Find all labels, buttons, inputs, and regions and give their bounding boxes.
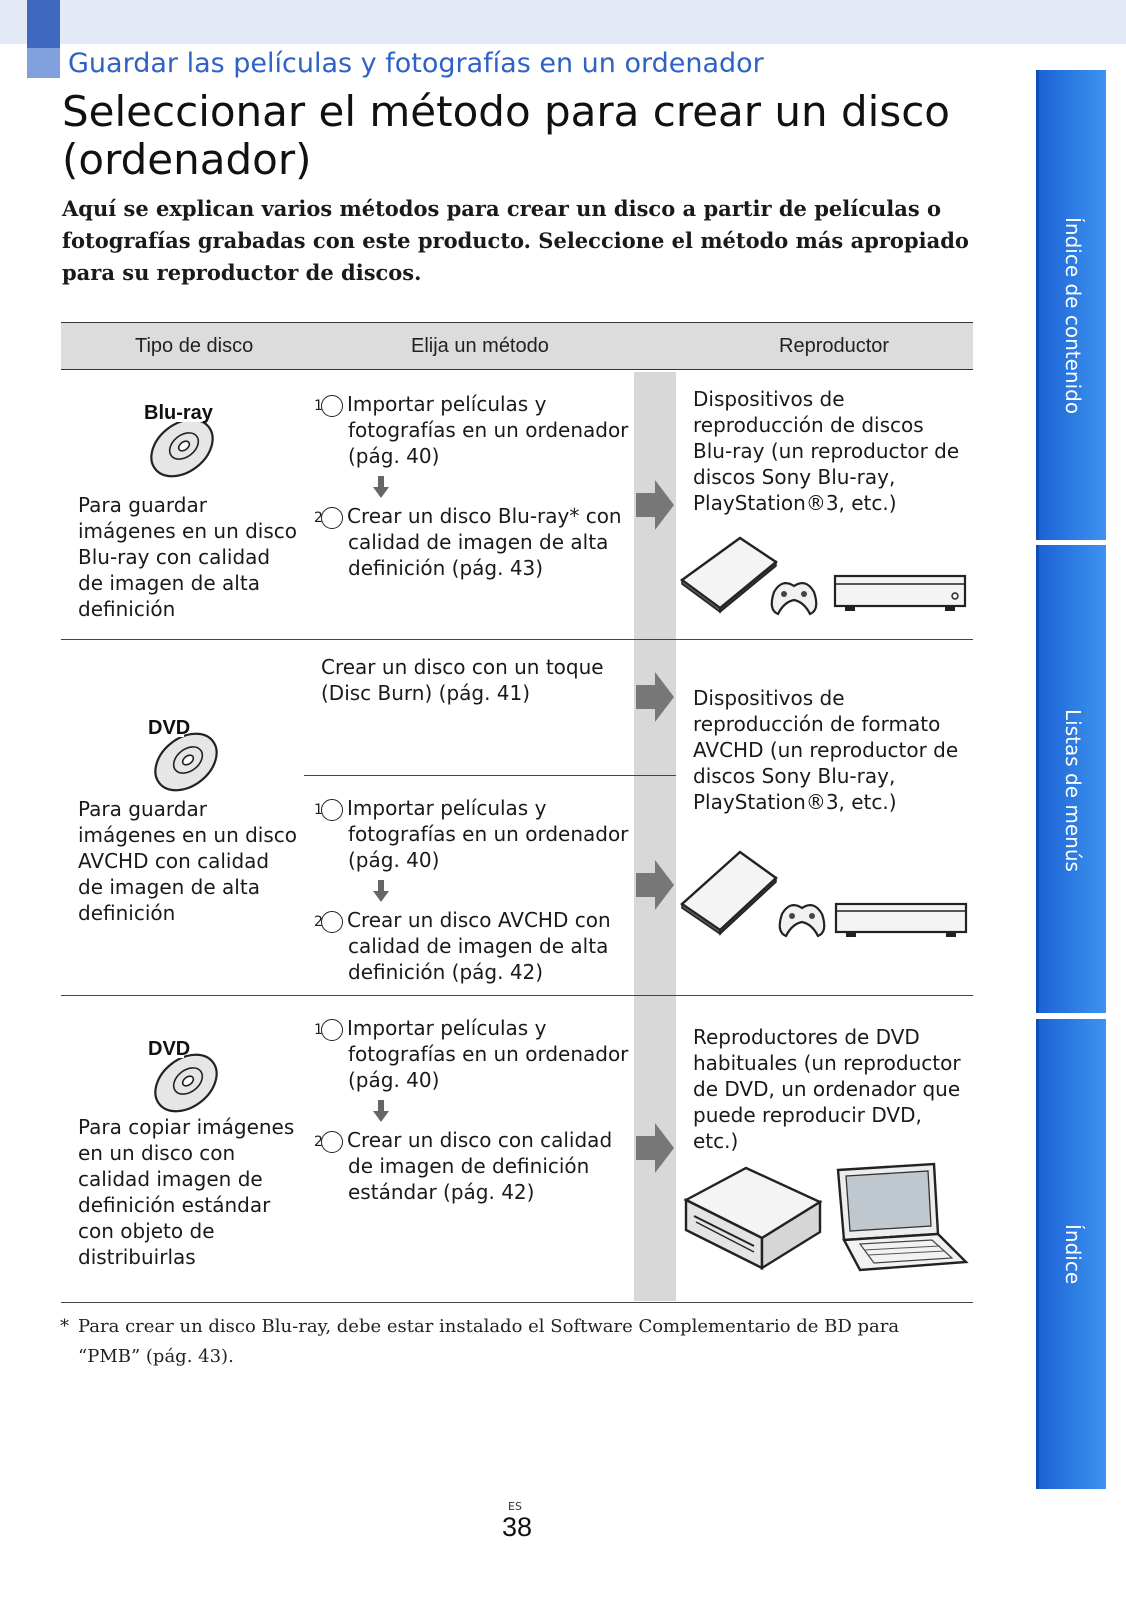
step-2 xyxy=(314,1127,631,1205)
step-text: Importar películas y fotografías en un ordenador (pág. 40) xyxy=(347,1016,629,1092)
player-description: Dispositivos de reproducción de formato AVCHD (un reproductor de discos Sony Blu-ray, PlayStation®3, etc.) xyxy=(693,686,959,814)
top-banner xyxy=(0,0,1126,44)
step-number: 1 xyxy=(321,395,343,417)
table-bottom-rule xyxy=(61,1302,973,1303)
tab-indice-de-contenido[interactable] xyxy=(1036,70,1106,540)
table-header xyxy=(61,322,973,370)
step-1 xyxy=(314,391,631,469)
page-language: ES xyxy=(508,1500,522,1513)
row-divider xyxy=(61,995,973,996)
dvd-player-icon xyxy=(684,1162,824,1272)
disc-logo-text: Blu-ray xyxy=(144,402,213,424)
arrow-down-icon xyxy=(373,880,389,902)
gamepad-icon xyxy=(776,896,828,940)
step-2 xyxy=(314,907,631,985)
disc-description: Para copiar imágenes en un disco con calidad imagen de definición estándar con objeto de distribuirlas xyxy=(78,1115,295,1269)
step-text: Crear un disco Blu-ray* con calidad de imagen de alta definición (pág. 43) xyxy=(347,504,622,580)
step-number: 2 xyxy=(321,1131,343,1153)
header-disc-type: Tipo de disco xyxy=(135,335,254,357)
bluray-player-icon xyxy=(833,574,967,614)
arrow-right-icon xyxy=(634,480,676,530)
disc-logo-text: DVD xyxy=(148,1038,191,1060)
player-description: Dispositivos de reproducción de discos Blu-ray (un reproductor de discos Sony Blu-ray, PlayStation®3, etc.) xyxy=(693,387,960,515)
arrow-down-icon xyxy=(373,476,389,498)
method-divider xyxy=(304,775,676,776)
arrow-down-icon xyxy=(373,1100,389,1122)
blu-ray-disc-icon xyxy=(142,398,222,480)
step-text: Crear un disco AVCHD con calidad de imagen de alta definición (pág. 42) xyxy=(347,908,611,984)
arrow-right-icon xyxy=(634,860,676,910)
tab-label-index: Índice xyxy=(1061,1224,1085,1285)
laptop-icon xyxy=(834,1162,970,1274)
arrow-right-icon xyxy=(634,1123,676,1173)
gamepad-icon xyxy=(768,574,820,618)
dvd-disc-icon xyxy=(146,1033,226,1115)
bluray-player-icon xyxy=(834,902,968,942)
step-text: Crear un disco con calidad de imagen de definición estándar (pág. 42) xyxy=(347,1128,613,1204)
section-marker-light xyxy=(27,48,60,78)
tab-label-contents: Índice de contenido xyxy=(1061,217,1085,415)
step-1 xyxy=(314,1015,631,1093)
intro-paragraph: Aquí se explican varios métodos para crear un disco a partir de películas o fotografías grabadas con este producto. Seleccione el método más apropiado para su reproductor de discos. xyxy=(62,196,969,285)
tab-listas-de-menus[interactable] xyxy=(1036,545,1106,1013)
player-description: Reproductores de DVD habituales (un reproductor de DVD, un ordenador que puede reproducir DVD, etc.) xyxy=(693,1025,961,1153)
step-number: 1 xyxy=(321,799,343,821)
step-1 xyxy=(314,795,631,873)
one-touch-method: Crear un disco con un toque (Disc Burn) (pág. 41) xyxy=(321,655,604,705)
step-number: 2 xyxy=(321,911,343,933)
page-number: 38 xyxy=(502,1512,533,1542)
tab-indice[interactable] xyxy=(1036,1019,1106,1489)
page-title: Seleccionar el método para crear un disco (ordenador) xyxy=(62,87,950,184)
header-method: Elija un método xyxy=(411,335,549,357)
step-text: Importar películas y fotografías en un ordenador (pág. 40) xyxy=(347,392,629,468)
ps3-console-icon xyxy=(680,848,780,940)
tab-label-menus: Listas de menús xyxy=(1061,709,1085,872)
section-marker xyxy=(27,0,60,48)
disc-description: Para guardar imágenes en un disco Blu-ray con calidad de imagen de alta definición xyxy=(78,493,298,621)
step-number: 1 xyxy=(321,1019,343,1041)
footnote-mark: * xyxy=(60,1316,69,1337)
footnote xyxy=(60,1312,940,1372)
footnote-text: Para crear un disco Blu-ray, debe estar instalado el Software Complementario de BD para “PMB” (pág. 43). xyxy=(78,1316,900,1367)
step-2 xyxy=(314,503,631,581)
header-player: Reproductor xyxy=(779,335,890,357)
step-text: Importar películas y fotografías en un ordenador (pág. 40) xyxy=(347,796,629,872)
dvd-disc-icon xyxy=(146,712,226,794)
disc-logo-text: DVD xyxy=(148,717,191,739)
row-divider xyxy=(61,639,973,640)
disc-description: Para guardar imágenes en un disco AVCHD con calidad de imagen de alta definición xyxy=(78,797,298,925)
ps3-console-icon xyxy=(680,520,780,612)
step-number: 2 xyxy=(321,507,343,529)
arrow-right-icon xyxy=(634,672,676,722)
section-title: Guardar las películas y fotografías en un ordenador xyxy=(68,48,764,79)
